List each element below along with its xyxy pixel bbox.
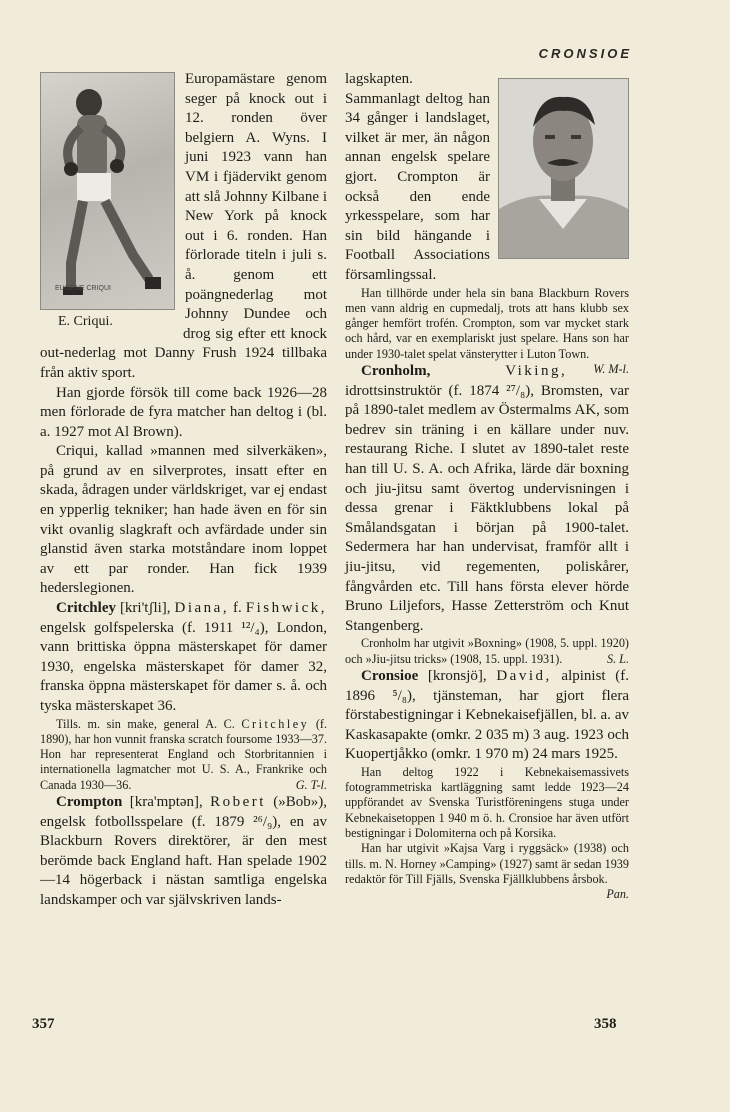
photo-caption: E. Criqui. xyxy=(58,314,113,329)
critchley-note xyxy=(40,717,327,793)
critchley-pronunciation: [kri'tʃli], xyxy=(119,600,171,617)
cronsioe-note-2 xyxy=(345,841,629,902)
portrait-figure xyxy=(499,79,628,258)
cronholm-given-name: Viking, xyxy=(505,363,568,380)
photo-criqui xyxy=(40,72,175,310)
cronsioe-headword: Cronsioe xyxy=(361,667,419,684)
cronholm-note xyxy=(345,636,629,667)
critchley-married-name: Fishwick, xyxy=(245,600,327,617)
cronsioe-signature: Pan. xyxy=(606,887,629,902)
critchley-headword: Critchley xyxy=(56,600,116,617)
critchley-given-name: Diana, xyxy=(174,600,230,617)
cronholm-headword: Cronholm, xyxy=(361,363,431,380)
critchley-note-b: (f. 1890), har hon vunnit franska scratch foursome 1933—37. Hon har representerat England och Storbritannien i internationella lagmatcher mot U. S. A., Frankrike och Canada 1930—36. xyxy=(40,716,327,792)
crompton-headword: Crompton xyxy=(56,794,123,811)
running-head: CRONSIOE xyxy=(538,46,632,61)
crompton-continuation: lagskapten. Sammanlagt deltog han 34 gånger i landslaget, vilket är mer, än någon annan engelsk spelare gjort. Crompton är också den ende yrkesspelare, som har sin bild hängande i Football Associations församlingssal. xyxy=(345,71,490,283)
cronsioe-given-name: David, xyxy=(496,667,552,684)
crompton-given-name: Robert xyxy=(210,794,266,811)
crompton-pronunciation: [kra'mptən], xyxy=(129,794,203,811)
photo-crompton xyxy=(498,78,629,259)
photo-label: EUGÈNE CRIQUI xyxy=(55,285,112,293)
cronholm-entry xyxy=(345,362,629,636)
cronholm-note-text: Cronholm har utgivit »Boxning» (1908, 5. uppl. 1920) och »Jiu-jitsu tricks» (1908, 15. uppl. 1931). xyxy=(345,636,629,666)
crompton-signature: W. M-l. xyxy=(593,362,629,377)
cronsioe-text: alpinist (f. 1896 ⁵/₈), tjänsteman, har gjort flera förstabestigningar i Kebnekaisefjällen, bl. a. av Kaskasapakte (omkr. 2 035 m) 3 aug. 1923 och Kuopertjåkko (omkr. 1 970 m) 24 mars 1925. xyxy=(345,667,629,763)
crompton-note-text: Han tillhörde under hela sin bana Blackburn Rovers men vann aldrig en cupmedalj, trots att hans klubb sex gånger hemfört trofén. Crompton, som var mycket stark och hård, var en exemplariskt just spelare. Hans son har under 1930-talet spelat vänsterytter i Luton Town. xyxy=(345,285,629,361)
cronholm-signature: S. L. xyxy=(606,651,629,666)
cronsioe-note-2-text: Han har utgivit »Kajsa Varg i ryggsäck» (1938) och tills. m. N. Horney »Camping» (1927) samt är sedan 1939 redaktör för Till Fjälls, Svenska Fjällklubbens årsbok. xyxy=(345,841,629,886)
page-number-left: 357 xyxy=(32,1016,55,1032)
critchley-text-a: f. xyxy=(233,600,242,617)
criqui-paragraph-3: Criqui, kallad »mannen med silverkäken», på grund av en silverprotes, insatt efter en skada, ådragen under världskriget, var ej endast en ypperlig tekniker; han hade även en för sin vikt ovanlig slagkraft och avfärdade under sin glanstid även starka motståndare inom loppet av ett par ronder. Han fick 1939 hederslegionen. xyxy=(40,443,327,597)
criqui-paragraph-2: Han gjorde försök till come back 1926—28 men förlorade de fyra matcher han deltog i (bl. a. 1927 mot Al Brown). xyxy=(40,384,327,440)
critchley-note-a: Tills. m. sin make, general A. C. xyxy=(56,716,235,731)
cronsioe-pronunciation: [kronsjö], xyxy=(427,667,487,684)
crompton-entry xyxy=(40,793,327,911)
page-number-right: 358 xyxy=(594,1016,617,1032)
left-column xyxy=(40,70,327,911)
cronsioe-note-1: Han deltog 1922 i Kebnekaisemassivets fotogrammetriska kartläggning samt ledde 1923—24 uppförandet av Svenska Turistföreningens stuga under Kebnekaisetoppen 1 940 m ö. h. Cronsioe har även utfört bestigningar i Dolomiterna och på Korsika. xyxy=(345,764,629,841)
critchley-signature: G. T-l. xyxy=(295,777,327,792)
cronsioe-entry xyxy=(345,667,629,765)
critchley-entry xyxy=(40,599,327,717)
critchley-text-b: engelsk golfspelerska (f. 1911 ¹²/₄), London, vann brittiska öppna mästerskapet för damer 1930, engelska mästerskapet för damer 32, franska öppna mästerskapet för damer s. å. och tyska mästerskapet 36. xyxy=(40,619,327,714)
boxer-figure xyxy=(41,73,174,309)
crompton-text: (»Bob»), engelsk fotbollsspelare (f. 1879 ²⁶/₉), en av Blackburn Rovers direktörer, är den mest berömde back England haft. Han spelade 1902—14 högerback i nästan samtliga engelska landskamper och var självskriven lands- xyxy=(40,794,328,909)
right-column xyxy=(345,70,629,903)
cronholm-text: idrottsinstruktör (f. 1874 ²⁷/₈), Bromsten, var på 1890-talet medlem av Östermalms AK, som bedrev sin träning i en källare under nuv. restaurang Riche. I slutet av 1890-talet reste han till U. S. A. och Afrika, lärde där boxning och jiu-jitsu samt övertog undervisningen i dessa grenar i Fäktklubbens lokal på Smålandsgatan i början på 1900-talet. Sedermera har han undervisat, framför allt i jiu-jitsu, vid regementen, poliskårer, fångvården etc. Till hans första elever hörde Bruno Liljefors, Hasse Zetterström och Knut Stangenberg. xyxy=(345,382,629,634)
criqui-paragraph-1: Europamästare genom seger på knock out i 12. ronden över belgiern A. Wyns. I juni 1923 vann han VM i fjädervikt genom att slå Johnny Kilbane i New York på knock out i 6. ronden. Han förlorade titeln i juli s. å. genom ett poängnederlag mot Johnny Dundee och drog sig efter ett knock out-nederlag mot Danny Frush 1924 tillbaka från aktiv sport. xyxy=(40,71,327,381)
critchley-note-name: Critchley xyxy=(241,716,310,731)
